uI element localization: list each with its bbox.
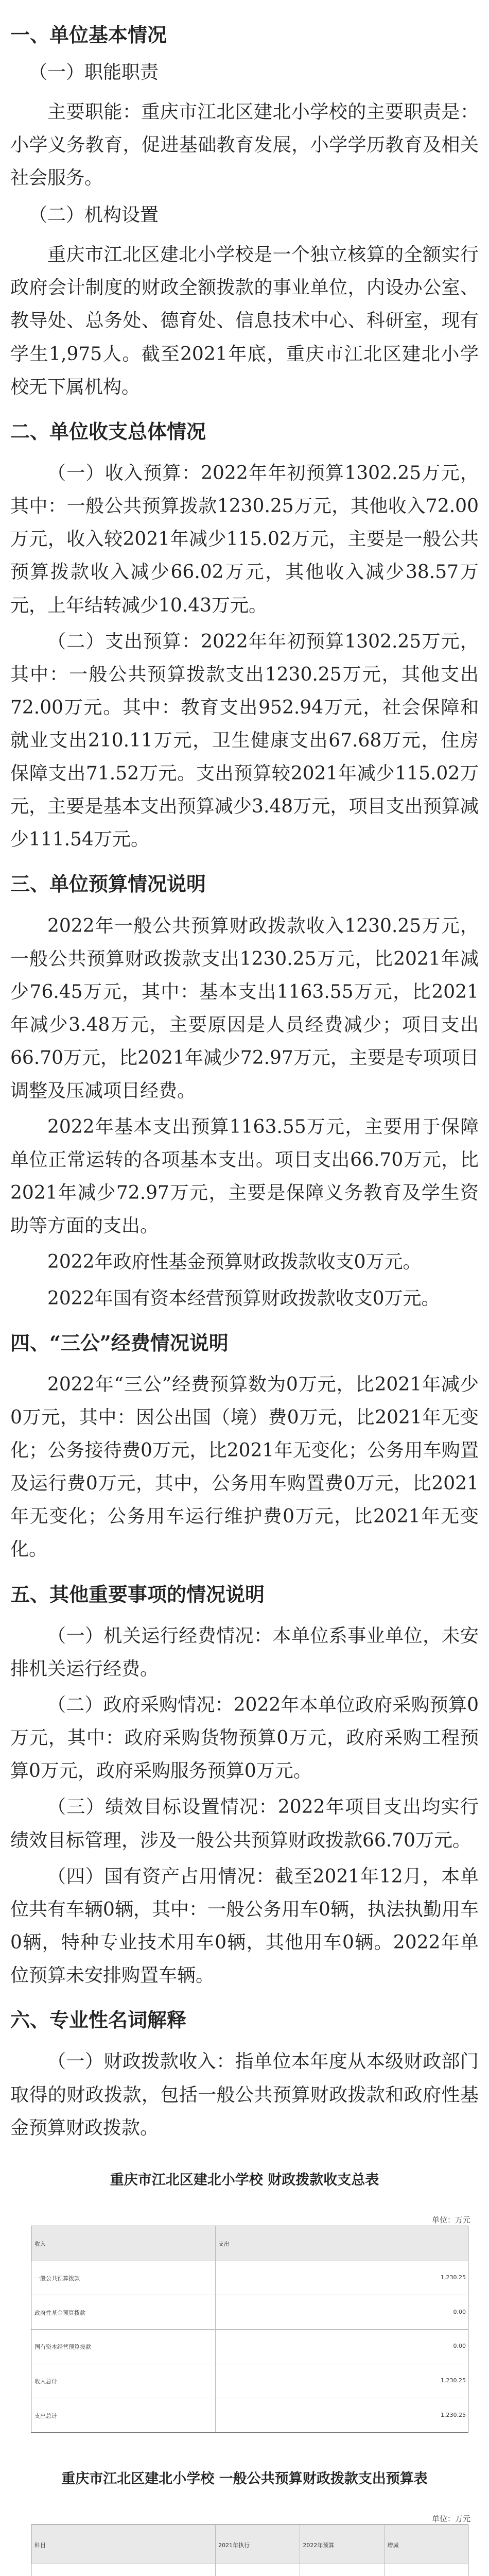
table-cell: 1,230.25 [441,2274,466,2281]
paragraph: 2022年“三公”经费预算数为0万元，比2021年减少0万元，其中：因公出国（境）费0万元，比2021年无变化；公务接待费0万元，比2021年无变化；公务用车购置及运行费0万元，其中，公务用车购置费0万元，比2021年无变化；公务用车运行维护费0万元，比2021年无变化。 [10,1374,479,1561]
paragraph: （二）政府采购情况：2022年本单位政府采购预算0万元，其中：政府采购货物预算0万元，政府采购工程预算0万元，政府采购服务预算0万元。 [10,1694,479,1782]
section-heading-4: 四、“三公”经费情况说明 [10,1331,229,1354]
paragraph: 重庆市江北区建北小学校是一个独立核算的全额实行政府会计制度的财政全额拨款的事业单位，内设办公室、教导处、总务处、德育处、信息技术中心、科研室，现有学生1,975人。截至2021年底，重庆市江北区建北小学校无下属机构。 [10,244,479,398]
table-cell: 1,230.25 [441,2377,466,2384]
table-cell: 收入总计 [34,2378,57,2385]
section-heading-1: 一、单位基本情况 [10,23,167,46]
section-heading-2: 二、单位收支总体情况 [10,419,206,443]
table-unit: 单位：万元 [431,2514,470,2523]
subheading: （二）机构设置 [29,204,159,226]
table-header-cell: 增减 [387,2541,399,2549]
table-header-cell: 2022年预算 [303,2541,335,2549]
table-cell: 0.00 [453,2343,466,2350]
paragraph: 2022年政府性基金预算财政拨款收支0万元。 [47,1251,422,1273]
paragraph: （一）收入预算：2022年年初预算1302.25万元，其中：一般公共预算拨款1230.25万元，其他收入72.00万元，收入较2021年减少115.02万元，主要是一般公共预算拨款收入减少66.02万元，其他收入减少38.57万元，上年结转减少10.43万元。 [10,463,479,616]
table-row-line [31,2329,468,2330]
table-header-cell: 科目 [34,2541,46,2549]
table-col-line [215,2226,216,2432]
table-header-cell: 收入 [34,2241,46,2248]
paragraph: 2022年国有资本经营预算财政拨款收支0万元。 [47,1287,440,1309]
paragraph: 主要职能：重庆市江北区建北小学校的主要职责是：小学义务教育，促进基础教育发展，小学学历教育及相关社会服务。 [10,101,479,189]
subheading: （一）职能职责 [29,61,159,83]
data-table [31,2524,468,2576]
table-cell: 0.00 [453,2308,466,2315]
section-heading-6: 六、专业性名词解释 [10,2008,187,2031]
paragraph: （一）财政拨款收入：指单位本年度从本级财政部门取得的财政拨款，包括一般公共预算财政拨款和政府性基金预算财政拨款。 [10,2051,479,2139]
table-cell: 一般公共预算拨款 [34,2275,80,2282]
paragraph: （四）国有资产占用情况：截至2021年12月，本单位共有车辆0辆，其中：一般公务用车0辆，执法执勤用车0辆，特种专业技术用车0辆，其他用车0辆。2022年单位预算未安排购置车辆。 [10,1866,479,1986]
paragraph: （一）机关运行经费情况：本单位系事业单位，未安排机关运行经费。 [10,1625,479,1680]
table-col-line [215,2525,216,2576]
section-heading-5: 五、其他重要事项的情况说明 [10,1582,265,1606]
table-cell: 国有资本经营预算拨款 [34,2344,91,2351]
table-header-cell: 2021年执行 [218,2541,250,2549]
table-cell: 政府性基金预算拨款 [34,2309,85,2316]
paragraph: 2022年基本支出预算1163.55万元，主要用于保障单位正常运转的各项基本支出。项目支出66.70万元，比2021年减少72.97万元，主要是保障义务教育及学生资助等方面的支出。 [10,1116,479,1237]
table-cell: 1,230.25 [441,2411,466,2418]
section-heading-3: 三、单位预算情况说明 [10,872,206,896]
table-page [0,2159,489,2447]
table-page [0,2458,489,2576]
data-table [31,2226,468,2433]
paragraph: （三）绩效目标设置情况：2022年项目支出均实行绩效目标管理，涉及一般公共预算财政拨款66.70万元。 [10,1797,479,1851]
table-title: 重庆市江北区建北小学校 一般公共预算财政拨款支出预算表 [61,2471,428,2487]
table-unit: 单位：万元 [431,2215,470,2225]
table-header-cell: 支出 [218,2241,230,2248]
table-title: 重庆市江北区建北小学校 财政拨款收支总表 [110,2172,379,2188]
paragraph: 2022年一般公共预算财政拨款收入1230.25万元，一般公共预算财政拨款支出1230.25万元，比2021年减少76.45万元，其中：基本支出1163.55万元，比2021年减少3.48万元，主要原因是人员经费减少；项目支出66.70万元，比2021年减少72.97万元，主要是专项项目调整及压减项目经费。 [10,915,479,1102]
table-cell: 支出总计 [34,2412,57,2419]
paragraph: （二）支出预算：2022年年初预算1302.25万元，其中：一般公共预算拨款支出1230.25万元，其他支出72.00万元。其中：教育支出952.94万元，社会保障和就业支出210.11万元，卫生健康支出67.68万元，住房保障支出71.52万元。支出预算较2021年减少115.02万元，主要是基本支出预算减少3.48万元，项目支出预算减少111.54万元。 [10,631,479,851]
